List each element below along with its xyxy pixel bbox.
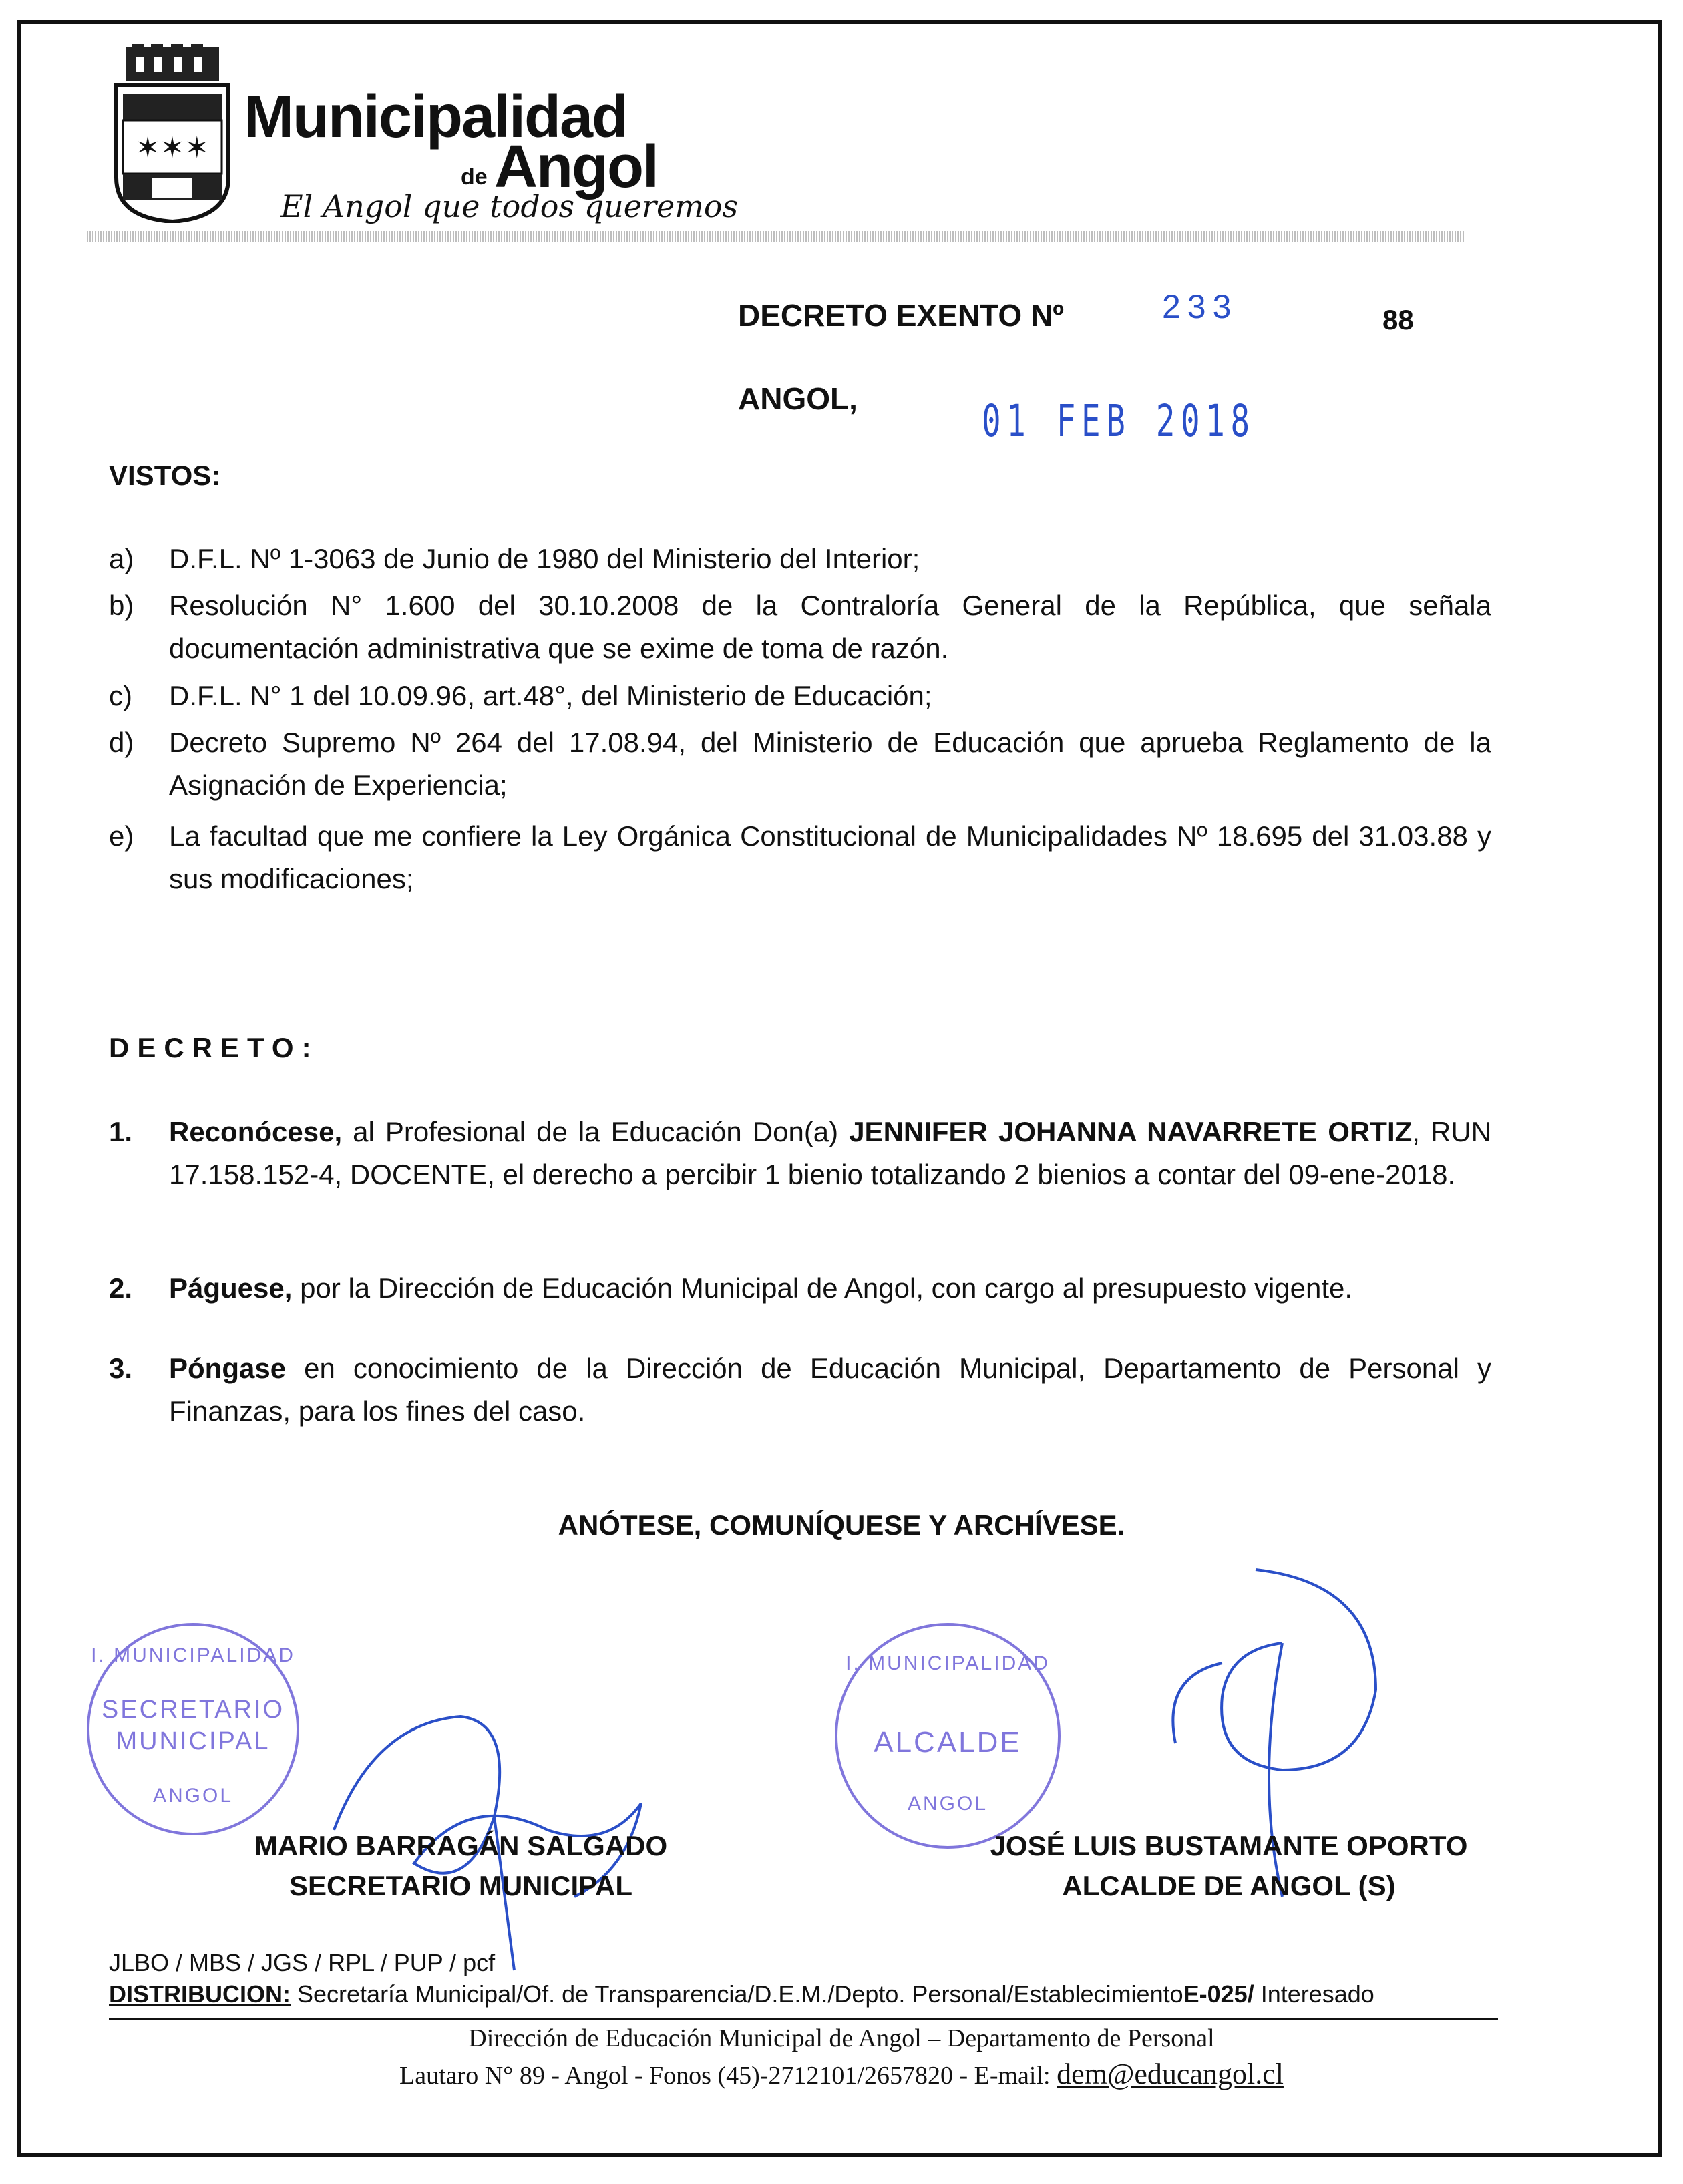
vistos-item-mark: e) bbox=[109, 820, 134, 852]
vistos-item-text: La facultad que me confiere la Ley Orgánica Constitucional de Municipalidades Nº 18.695 del 31.03.88 y sus modificaciones; bbox=[169, 820, 1491, 894]
vistos-item-text: Decreto Supremo Nº 264 del 17.08.94, del Ministerio de Educación que aprueba Reglamento de la Asignación de Experiencia; bbox=[169, 727, 1491, 801]
decreto-item-body: al Profesional de la Educación Don(a) bbox=[342, 1116, 850, 1147]
municipal-coat-of-arms bbox=[112, 44, 232, 223]
decreto-item-text bbox=[169, 1111, 1491, 1196]
initials-line: JLBO / MBS / JGS / RPL / PUP / pcf bbox=[109, 1949, 496, 1976]
decreto-item-mark: 2. bbox=[109, 1272, 133, 1304]
letterhead-name: Municipalidad bbox=[244, 83, 628, 150]
vistos-item bbox=[109, 721, 1491, 807]
stamp-top-text: I. MUNICIPALIDAD bbox=[846, 1652, 1050, 1674]
date-stamp: 01 FEB 2018 bbox=[982, 395, 1256, 447]
footer-email-link[interactable]: dem@educangol.cl bbox=[1057, 2058, 1284, 2090]
vistos-item-text: D.F.L. N° 1 del 10.09.96, art.48°, del Ministerio de Educación; bbox=[169, 680, 932, 711]
secretary-role: SECRETARIO MUNICIPAL bbox=[289, 1870, 633, 1901]
decree-label: DECRETO EXENTO Nº bbox=[738, 298, 1064, 333]
decreto-item-text bbox=[169, 1347, 1491, 1433]
beneficiary-name: JENNIFER JOHANNA NAVARRETE ORTIZ bbox=[849, 1116, 1413, 1147]
decreto-item-body: por la Dirección de Educación Municipal de Angol, con cargo al presupuesto vigente. bbox=[292, 1272, 1353, 1304]
decree-number: 233 bbox=[1162, 288, 1238, 325]
vistos-item-mark: a) bbox=[109, 543, 134, 574]
decreto-item-lead: Páguese, bbox=[169, 1272, 293, 1304]
stamp-bottom-text: ANGOL bbox=[907, 1793, 988, 1815]
letterhead-connector: de bbox=[461, 164, 488, 190]
distribution-recipients: Secretaría Municipal/Of. de Transparencia/D.E.M./Depto. Personal/Establecimiento bbox=[291, 1980, 1183, 2008]
letterhead-tagline: El Angol que todos queremos bbox=[280, 188, 739, 224]
stamp-line: MUNICIPAL bbox=[116, 1727, 270, 1755]
footer-divider bbox=[109, 2018, 1498, 2020]
vistos-item-mark: b) bbox=[109, 590, 134, 621]
decreto-item-lead: Póngase bbox=[169, 1352, 287, 1384]
decreto-item-lead: Reconócese, bbox=[169, 1116, 343, 1147]
closing-formula: ANÓTESE, COMUNÍQUESE Y ARCHÍVESE. bbox=[558, 1509, 1125, 1541]
footer-address: Lautaro N° 89 - Angol - Fonos (45)-2712101/2657820 - E-mail: bbox=[399, 2062, 1057, 2090]
decreto-item-body: en conocimiento de la Dirección de Educación Municipal, Departamento de Personal y Finanzas, para los fines del caso. bbox=[169, 1352, 1491, 1427]
stamp-bottom-text: ANGOL bbox=[152, 1785, 234, 1807]
decreto-item bbox=[109, 1347, 1491, 1433]
vistos-item bbox=[109, 675, 1491, 717]
decreto-heading: DECRETO: bbox=[109, 1032, 319, 1063]
vistos-heading: VISTOS: bbox=[109, 460, 221, 491]
vistos-item bbox=[109, 584, 1491, 670]
distribution-tail: Interesado bbox=[1254, 1980, 1374, 2008]
secretary-stamp bbox=[87, 1623, 299, 1835]
mayor-role: ALCALDE DE ANGOL (S) bbox=[1062, 1870, 1396, 1901]
decreto-item bbox=[109, 1111, 1491, 1196]
decreto-item-text bbox=[169, 1267, 1491, 1310]
vistos-item-text: Resolución N° 1.600 del 30.10.2008 de la Contraloría General de la República, que señala documentación administrativa que se exime de toma de razón. bbox=[169, 590, 1491, 664]
distribution-label: DISTRIBUCION: bbox=[109, 1980, 291, 2008]
vistos-item-mark: d) bbox=[109, 727, 134, 758]
decreto-item-mark: 1. bbox=[109, 1116, 133, 1147]
footer-department: Dirección de Educación Municipal de Angol – Departamento de Personal bbox=[468, 2024, 1215, 2052]
stamp-top-text: I. MUNICIPALIDAD bbox=[91, 1644, 295, 1666]
decree-place: ANGOL, bbox=[738, 381, 858, 416]
stamp-line: ALCALDE bbox=[874, 1726, 1022, 1759]
mayor-name: JOSÉ LUIS BUSTAMANTE OPORTO bbox=[990, 1830, 1468, 1861]
vistos-item-text: D.F.L. Nº 1-3063 de Junio de 1980 del Ministerio del Interior; bbox=[169, 543, 920, 574]
stamp-line: SECRETARIO bbox=[101, 1696, 285, 1724]
secretary-name: MARIO BARRAGÁN SALGADO bbox=[254, 1830, 668, 1861]
footer-contact bbox=[0, 2057, 1683, 2091]
decreto-item bbox=[109, 1267, 1491, 1310]
vistos-item bbox=[109, 815, 1491, 900]
decreto-item-mark: 3. bbox=[109, 1352, 133, 1384]
vistos-item bbox=[109, 538, 1491, 580]
header-divider bbox=[87, 231, 1464, 242]
vistos-item-mark: c) bbox=[109, 680, 132, 711]
decreto-item-body: , RUN 17.158.152-4, DOCENTE, el derecho a percibir 1 bienio totalizando 2 bienios a contar del 09-ene-2018. bbox=[169, 1116, 1491, 1190]
distribution-establishment: E-025/ bbox=[1183, 1980, 1254, 2008]
svg-text:✶✶✶: ✶✶✶ bbox=[135, 131, 210, 165]
letterhead-city: Angol bbox=[494, 134, 658, 200]
distribution-line bbox=[109, 1980, 1374, 2008]
decree-reference-number: 88 bbox=[1382, 304, 1414, 335]
